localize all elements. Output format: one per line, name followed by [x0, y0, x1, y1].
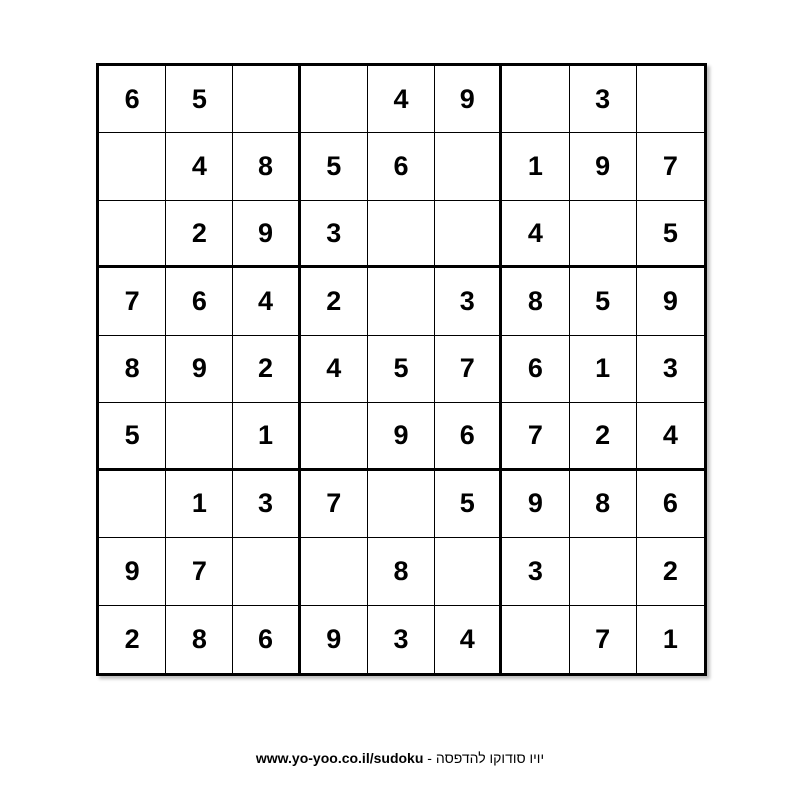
sudoku-cell-given: 2 — [570, 403, 637, 470]
sudoku-cell-empty[interactable] — [368, 471, 435, 538]
sudoku-cell-given: 1 — [233, 403, 300, 470]
sudoku-cell-given: 4 — [233, 268, 300, 335]
sudoku-cell-given: 3 — [368, 606, 435, 673]
sudoku-cell-given: 5 — [99, 403, 166, 470]
sudoku-cell-given: 3 — [502, 538, 569, 605]
sudoku-cell-given: 3 — [301, 201, 368, 268]
sudoku-cell-given: 5 — [637, 201, 704, 268]
sudoku-cell-empty[interactable] — [99, 133, 166, 200]
sudoku-cell-empty[interactable] — [368, 268, 435, 335]
sudoku-cell-given: 8 — [502, 268, 569, 335]
sudoku-cell-given: 1 — [662, 623, 678, 654]
sudoku-cell-empty[interactable] — [502, 66, 569, 133]
sudoku-cell-given: 5 — [368, 336, 435, 403]
sudoku-cell-given: 9 — [166, 336, 233, 403]
sudoku-cell-given: 6 — [435, 403, 502, 470]
sudoku-cell-given: 8 — [368, 538, 435, 605]
sudoku-cell-empty[interactable] — [570, 201, 637, 268]
sudoku-cell-empty[interactable] — [233, 538, 300, 605]
footer-caption: יויו סודוקו להדפסה — [435, 750, 545, 766]
sudoku-cell-given: 1 — [166, 471, 233, 538]
sudoku-cell-given: 1 — [502, 133, 569, 200]
sudoku-cell-empty[interactable] — [99, 201, 166, 268]
sudoku-cell-given: 5 — [435, 471, 502, 538]
sudoku-cell-given: 9 — [502, 471, 569, 538]
sudoku-cell-given: 9 — [435, 66, 502, 133]
sudoku-cell-given: 4 — [301, 336, 368, 403]
sudoku-cell-given: 4 — [368, 66, 435, 133]
sudoku-cell-given: 9 — [637, 268, 704, 335]
sudoku-cell-empty[interactable] — [435, 201, 502, 268]
footer-url[interactable]: www.yo-yoo.co.il/sudoku — [255, 750, 424, 766]
sudoku-cell-empty[interactable] — [301, 66, 368, 133]
sudoku-cell-given: 6 — [166, 268, 233, 335]
sudoku-board — [96, 63, 707, 676]
sudoku-cell-given: 3 — [570, 66, 637, 133]
sudoku-cell-given: 4 — [166, 133, 233, 200]
sudoku-cell-given: 4 — [435, 606, 502, 673]
sudoku-cell-given: 6 — [368, 133, 435, 200]
sudoku-cell-given: 3 — [233, 471, 300, 538]
sudoku-cell-empty[interactable] — [166, 403, 233, 470]
sudoku-cell-given: 7 — [637, 133, 704, 200]
sudoku-cell-given: 8 — [233, 133, 300, 200]
sudoku-cell-given: 9 — [99, 538, 166, 605]
sudoku-cell-given: 5 — [166, 66, 233, 133]
sudoku-cell-given: 9 — [570, 133, 637, 200]
sudoku-cell-given: 2 — [233, 336, 300, 403]
sudoku-cell-given: 9 — [233, 201, 300, 268]
sudoku-cell-given: 8 — [99, 336, 166, 403]
sudoku-cell-given: 7 — [502, 403, 569, 470]
sudoku-cell-given: 2 — [301, 268, 368, 335]
sudoku-cell-given: 3 — [637, 336, 704, 403]
sudoku-cell-given: 6 — [233, 606, 300, 673]
sudoku-cell-given: 4 — [637, 403, 704, 470]
sudoku-cell-given: 9 — [368, 403, 435, 470]
sudoku-cell-given: 8 — [166, 606, 233, 673]
sudoku-cell-empty[interactable] — [435, 538, 502, 605]
sudoku-cell-empty[interactable] — [368, 201, 435, 268]
sudoku-cell-empty[interactable] — [301, 403, 368, 470]
sudoku-cell-given: 9 — [301, 606, 368, 673]
sudoku-cell-given: 5 — [301, 133, 368, 200]
sudoku-cell-given: 7 — [570, 606, 637, 673]
sudoku-cell-given: 7 — [99, 268, 166, 335]
sudoku-cell-given: 6 — [99, 66, 166, 133]
sudoku-cell-empty[interactable] — [502, 606, 569, 673]
sudoku-cell-given: 8 — [570, 471, 637, 538]
footer — [0, 750, 800, 766]
sudoku-cell-empty[interactable] — [301, 538, 368, 605]
sudoku-cell-given: 2 — [166, 201, 233, 268]
sudoku-cell-given: 3 — [435, 268, 502, 335]
sudoku-cell-empty[interactable] — [637, 66, 704, 133]
sudoku-cell-given: 7 — [166, 538, 233, 605]
sudoku-cell-given: 6 — [637, 471, 704, 538]
footer-separator: - — [423, 750, 436, 766]
sudoku-cell-given: 2 — [99, 606, 166, 673]
sudoku-cell-given: 1 — [570, 336, 637, 403]
sudoku-cell-empty[interactable] — [233, 66, 300, 133]
sudoku-cell-empty[interactable] — [99, 471, 166, 538]
sudoku-cell-given: 7 — [301, 471, 368, 538]
sudoku-cell-empty[interactable] — [435, 133, 502, 200]
sudoku-cell-given: 4 — [502, 201, 569, 268]
sudoku-cell-given: 7 — [435, 336, 502, 403]
sudoku-cell-given: 2 — [637, 538, 704, 605]
sudoku-cell-given: 5 — [570, 268, 637, 335]
sudoku-cell-empty[interactable] — [570, 538, 637, 605]
sudoku-cell-given: 6 — [502, 336, 569, 403]
